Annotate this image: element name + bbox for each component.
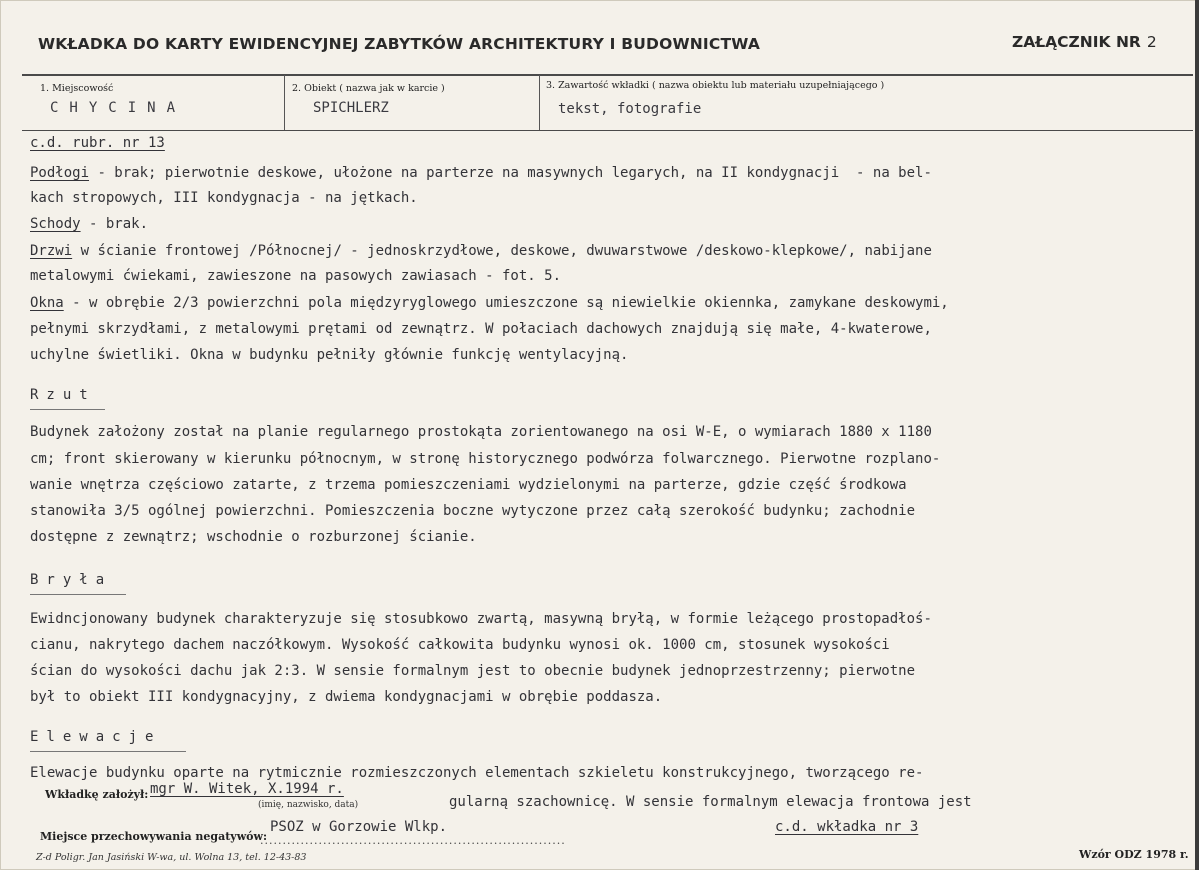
object-label: 2. Obiekt ( nazwa jak w karcie ) xyxy=(292,83,445,94)
next-insert-text: c.d. wkładka nr 3 xyxy=(775,819,919,835)
plan-line-4: stanowiła 3/5 ogólnej powierzchni. Pomieszczenia boczne wytyczone przez całą szerokość budynku; zachodnie xyxy=(30,503,916,519)
continuation-text: c.d. rubr. nr 13 xyxy=(30,135,165,151)
windows-line-3: uchylne świetliki. Okna w budynku pełniły głównie funkcję wentylacyjną. xyxy=(30,347,629,363)
stairs-heading: Schody xyxy=(30,216,81,232)
doors-line-2: metalowymi ćwiekami, zawieszone na pasowych zawiasach - fot. 5. xyxy=(30,268,562,284)
elevation-heading-rule xyxy=(30,751,186,752)
mass-line-4: był to obiekt III kondygnacyjny, z dwiema kondygnacjami w obrębie poddasza. xyxy=(30,689,663,705)
plan-line-3: wanie wnętrza częściowo zatarte, z trzema pomieszczeniami wydzielonymi na parterze, gdzie część środkowa xyxy=(30,477,907,493)
locality-label: 1. Miejscowość xyxy=(40,83,114,94)
attachment-number: 2 xyxy=(1146,33,1157,51)
stairs-line xyxy=(30,217,148,231)
plan-heading-rule xyxy=(30,409,105,410)
next-insert-note xyxy=(775,820,918,834)
elevation-line-1: Elewacje budynku oparte na rytmicznie rozmieszczonych elementach szkieletu konstrukcyjnego, tworzącego re- xyxy=(30,765,924,781)
plan-line-5: dostępne z zewnątrz; wschodnie o rozburzonej ścianie. xyxy=(30,529,477,545)
doors-heading: Drzwi xyxy=(30,243,73,259)
continuation-note xyxy=(30,136,165,150)
floors-line-2: kach stropowych, III kondygnacja - na jętkach. xyxy=(30,190,418,206)
windows-line-2: pełnymi skrzydłami, z metalowymi prętami od zewnątrz. W połaciach dachowych znajdują się małe, 4-kwaterowe, xyxy=(30,321,932,337)
windows-line-1 xyxy=(30,296,949,310)
contents-value: tekst, fotografie xyxy=(558,101,702,117)
floors-heading: Podłogi xyxy=(30,165,90,181)
plan-heading: Rzut xyxy=(30,387,96,403)
negatives-label: Miejsce przechowywania negatywów: xyxy=(40,830,268,843)
doors-line-1 xyxy=(30,244,932,258)
windows-text-1: - w obrębie 2/3 powierzchni pola międzyryglowego umieszczone są niewielkie okiennka, zamykane deskowymi, xyxy=(63,295,949,311)
stairs-text: - brak. xyxy=(80,216,149,232)
plan-line-2: cm; front skierowany w kierunku północnym, w stronę historycznego podwórza folwarcznego. Pierwotne rozplano- xyxy=(30,451,941,467)
prepared-value-text: mgr W. Witek, X.1994 r. xyxy=(150,781,344,797)
contents-label: 3. Zawartość wkładki ( nazwa obiektu lub materiału uzupełniającego ) xyxy=(546,80,885,91)
mass-heading-rule xyxy=(30,594,126,595)
printer-imprint: Z-d Poligr. Jan Jasiński W-wa, ul. Wolna 13, tel. 12-43-83 xyxy=(36,852,307,863)
elevation-heading: Elewacje xyxy=(30,729,162,745)
attachment-label xyxy=(1012,33,1157,51)
mass-line-2: cianu, nakrytego dachem naczółkowym. Wysokość całkowita budynku wynosi ok. 1000 cm, stosunek wysokości xyxy=(30,637,890,653)
floors-text-1: - brak; pierwotnie deskowe, ułożone na parterze na masywnych legarych, na II kondygnacji - na bel- xyxy=(89,165,932,181)
negatives-value: PSOZ w Gorzowie Wlkp. xyxy=(270,819,448,835)
floors-line-1 xyxy=(30,166,932,180)
field-divider-2 xyxy=(539,75,540,130)
negatives-dots: .................................................................... xyxy=(260,834,566,847)
locality-value: CHYCINA xyxy=(50,100,187,116)
mass-heading: Bryła xyxy=(30,572,113,588)
card-title: WKŁADKA DO KARTY EWIDENCYJNEJ ZABYTKÓW ARCHITEKTURY I BUDOWNICTWA xyxy=(38,35,761,53)
plan-line-1: Budynek założony został na planie regularnego prostokąta zorientowanego na osi W-E, o wymiarach 1880 x 1180 xyxy=(30,424,932,440)
mass-line-3: ścian do wysokości dachu jak 2:3. W sensie formalnym jest to obecnie budynek jednoprzestrzenny; pierwotne xyxy=(30,663,916,679)
mass-line-1: Ewidncjonowany budynek charakteryzuje się stosubkowo zwartą, masywną bryłą, w formie leżącego prostopadłoś- xyxy=(30,611,932,627)
prepared-label: Wkładkę założył: xyxy=(45,788,149,801)
elevation-line-2: gularną szachownicę. W sensie formalnym elewacja frontowa jest xyxy=(449,794,972,810)
windows-heading: Okna xyxy=(30,295,64,311)
field-divider-1 xyxy=(284,75,285,130)
prepared-value xyxy=(150,782,344,796)
doors-text-1: w ścianie frontowej /Północnej/ - jednoskrzydłowe, deskowe, dwuwarstwowe /deskowo-klepkowe/, nabijane xyxy=(72,243,932,259)
prepared-hint: (imię, nazwisko, data) xyxy=(258,800,359,810)
object-value: SPICHLERZ xyxy=(313,100,389,116)
fields-bottom-rule xyxy=(22,130,1193,131)
top-rule xyxy=(22,74,1193,76)
attachment-label-text: ZAŁĄCZNIK NR xyxy=(1012,33,1141,51)
scan-edge xyxy=(1195,0,1199,870)
form-code: Wzór ODZ 1978 r. xyxy=(1079,848,1189,861)
